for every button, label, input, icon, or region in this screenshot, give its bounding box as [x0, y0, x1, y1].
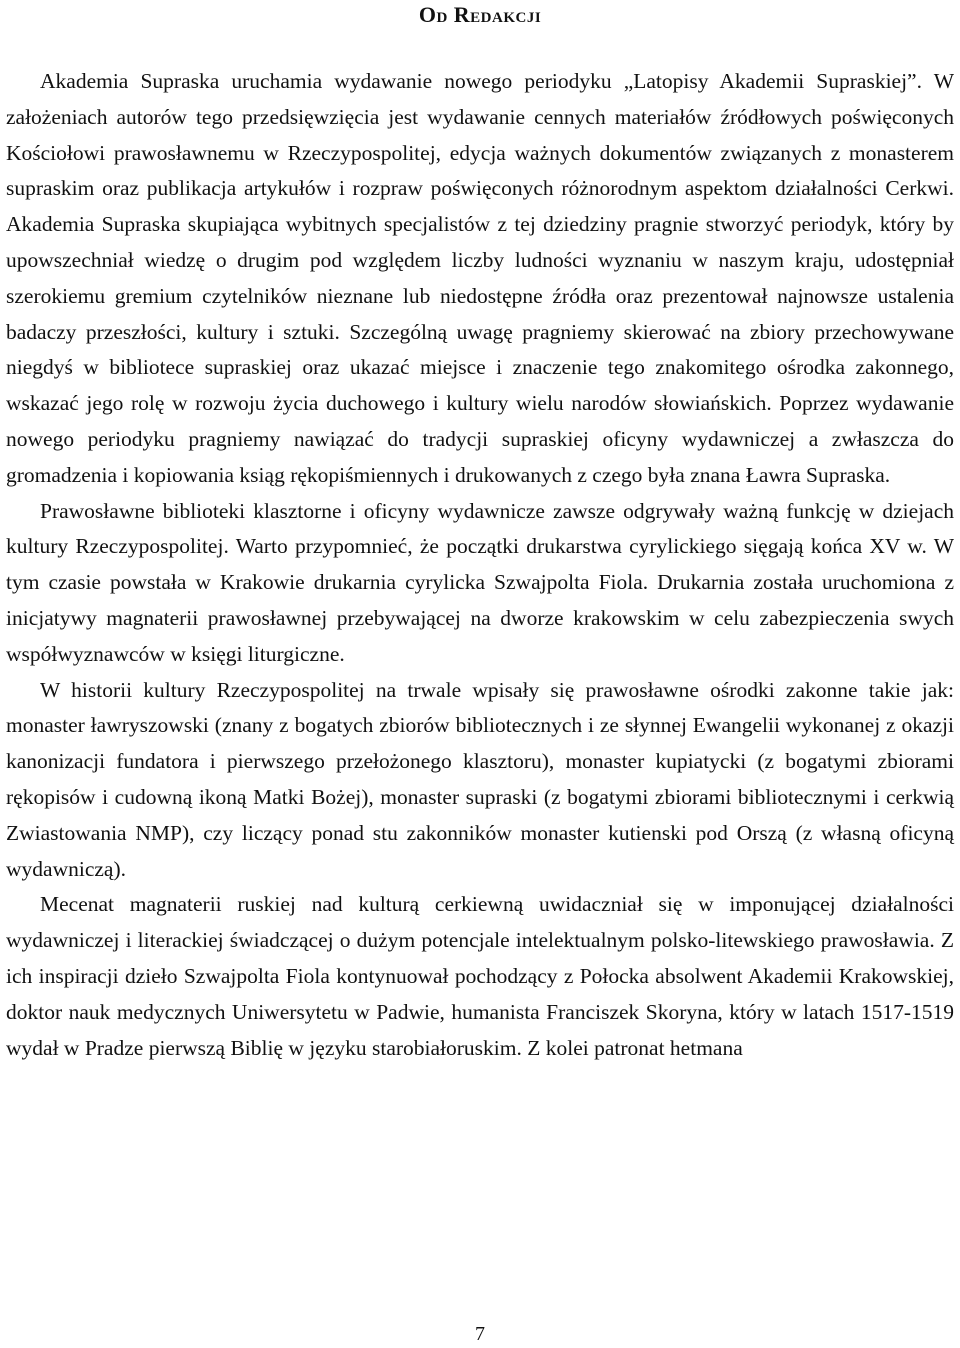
- paragraph: Mecenat magnaterii ruskiej nad kulturą cerkiewną uwidaczniał się w imponującej działalności wydawniczej i literackiej świadczącej o dużym potencjale intelektualnym polsko-litewskiego prawosławia. Z ich inspiracji dzieło Szwajpolta Fiola kontynuował pochodzący z Połocka absolwent Akademii Krakowskiej, doktor nauk medycznych Uniwersytetu w Padwie, humanista Franciszek Skoryna, który w latach 1517-1519 wydał w Pradze pierwszą Biblię w języku starobiałoruskim. Z kolei patronat hetmana: [6, 892, 954, 1060]
- paragraph: Akademia Supraska uruchamia wydawanie nowego periodyku „Latopisy Akademii Supraskiej”. W założeniach autorów tego przedsięwzięcia jest wydawanie cennych materiałów źródłowych poświęconych Kościołowi prawosławnemu w Rzeczypospolitej, edycja ważnych dokumentów związanych z monasterem supraskim oraz publikacja artykułów i rozpraw poświęconych różnorodnym aspektom działalności Cerkwi. Akademia Supraska skupiająca wybitnych specjalistów z tej dziedziny pragnie stworzyć periodyk, który by upowszechniał wiedzę o drugim pod względem liczby ludności wyznaniu w naszym kraju, udostępniał szerokiemu gremium czytelników nieznane lub niedostępne źródła oraz prezentował najnowsze ustalenia badaczy przeszłości, kultury i sztuki. Szczególną uwagę pragniemy skierować na zbiory przechowywane niegdyś w bibliotece supraskiej oraz ukazać miejsce i znaczenie tego znakomitego ośrodka zakonnego, wskazać jego rolę w rozwoju życia duchowego i kultury wielu narodów słowiańskich. Poprzez wydawanie nowego periodyku pragniemy nawiązać do tradycji supraskiej oficyny wydawniczej a zwłaszcza do gromadzenia i kopiowania ksiąg rękopiśmiennych i drukowanych z czego była znana Ławra Supraska.: [6, 69, 954, 487]
- page-heading: Od Redakcji: [418, 2, 542, 27]
- page-number: 7: [475, 1323, 485, 1345]
- paragraph: Prawosławne biblioteki klasztorne i oficyny wydawnicze zawsze odgrywały ważną funkcję w dziejach kultury Rzeczypospolitej. Warto przypomnieć, że początki drukarstwa cyrylickiego sięgają końca XV w. W tym czasie powstała w Krakowie drukarnia cyrylicka Szwajpolta Fiola. Drukarnia została uruchomiona z inicjatywy magnaterii prawosławnej przebywającej na dworze krakowskim w celu zabezpieczenia swych współwyznawców w księgi liturgiczne.: [6, 498, 954, 666]
- paragraph: W historii kultury Rzeczypospolitej na trwale wpisały się prawosławne ośrodki zakonne takie jak: monaster ławryszowski (znany z bogatych zbiorów bibliotecznych i ze słynnej Ewangelii wykonanej z okazji kanonizacji fundatora i pierwszego przełożonego klasztoru), monaster kupiatycki (z bogatymi zbiorami rękopisów i cudowną ikoną Matki Bożej), monaster supraski (z bogatymi zbiorami bibliotecznymi i cerkwią Zwiastowania NMP), czy liczący ponad stu zakonników monaster kutienski pod Orszą (z własną oficyną wydawniczą).: [6, 677, 954, 881]
- article-body: [6, 64, 954, 1066]
